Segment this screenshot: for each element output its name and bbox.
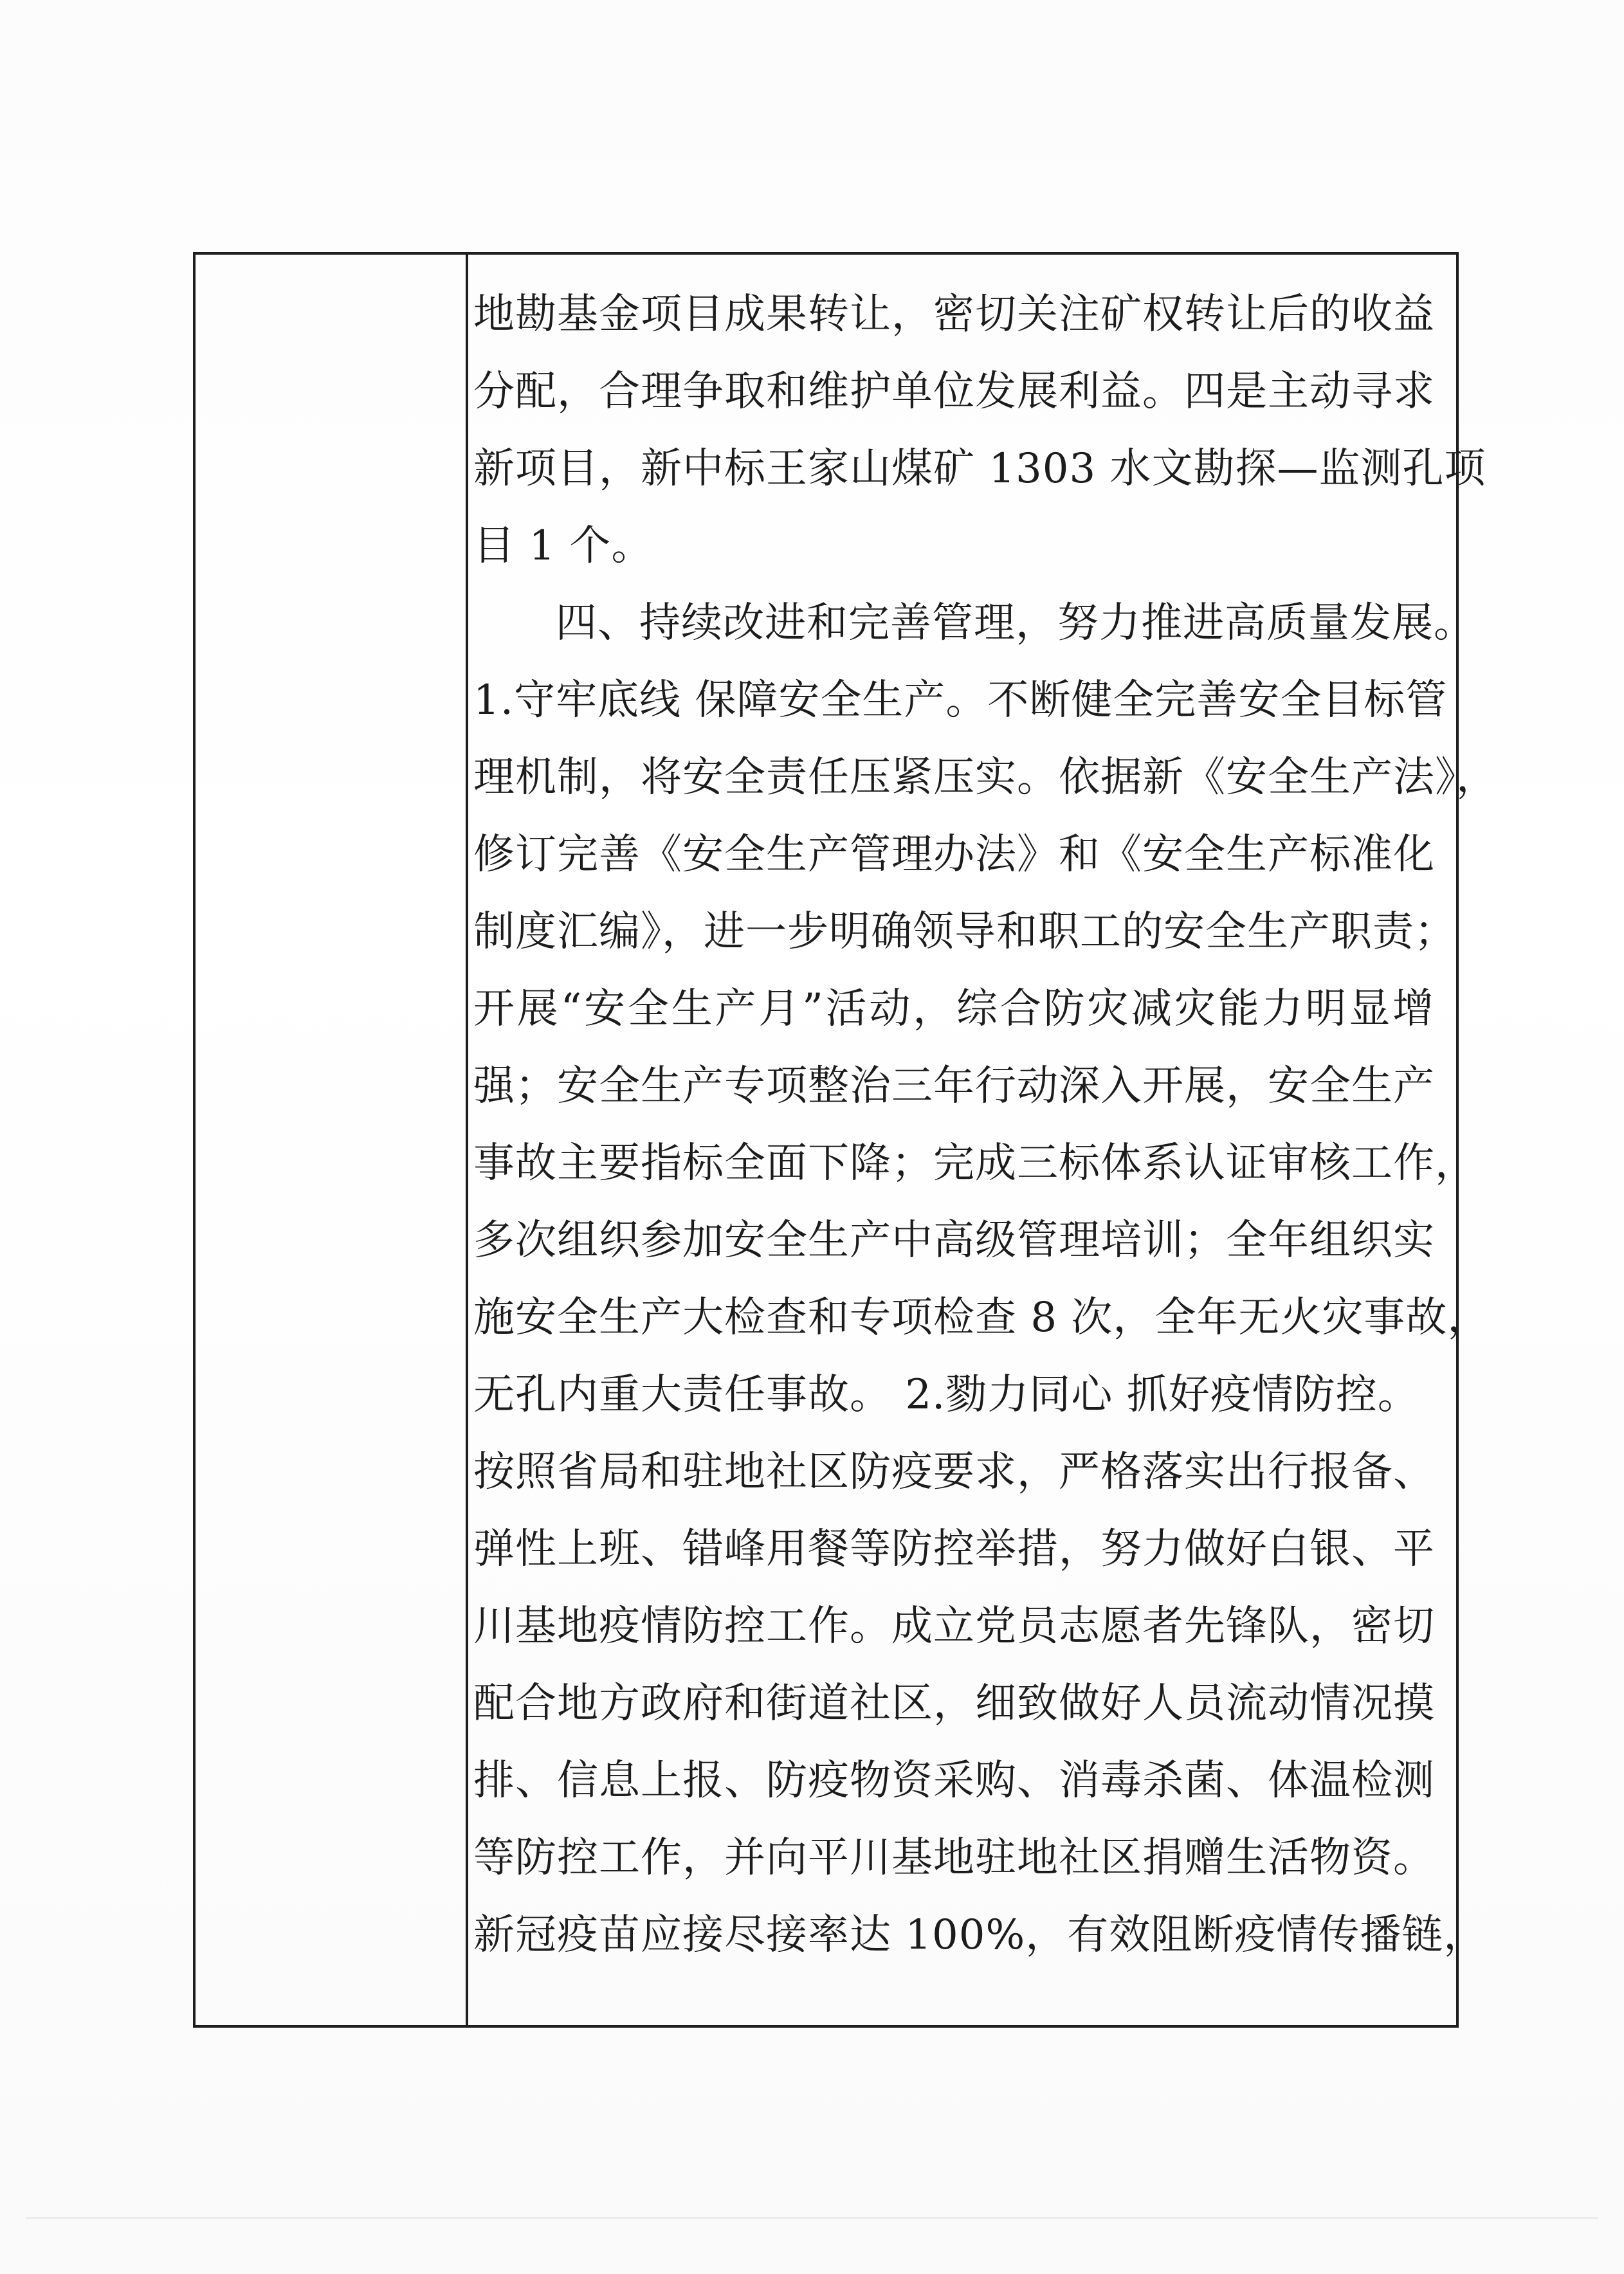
content-cell <box>473 255 1498 2025</box>
text-line: 开展“安全生产月”活动，综合防灾减灾能力明显增 <box>473 985 1434 1033</box>
section-heading: 四、持续改进和完善管理，努力推进高质量发展。 <box>556 599 1475 647</box>
text-line: 理机制，将安全责任压紧压实。依据新《安全生产法》， <box>473 754 1498 801</box>
text-line: 1.守牢底线 保障安全生产。不断健全完善安全目标管 <box>473 677 1448 724</box>
text-line: 强；安全生产专项整治三年行动深入开展，安全生产 <box>473 1062 1435 1110</box>
text-line: 分配，合理争取和维护单位发展利益。四是主动寻求 <box>473 368 1435 415</box>
text-line: 排、信息上报、防疫物资采购、消毒杀菌、体温检测 <box>473 1757 1435 1805</box>
label-column <box>196 255 468 2025</box>
form-table <box>193 252 1498 2028</box>
text-line: 等防控工作，并向平川基地驻地社区捐赠生活物资。 <box>473 1834 1435 1882</box>
text-line: 目 1 个。 <box>473 522 653 570</box>
text-line: 弹性上班、错峰用餐等防控举措，努力做好白银、平 <box>473 1525 1435 1573</box>
text-line: 新项目，新中标王家山煤矿 1303 水文勘探—监测孔项 <box>473 445 1486 493</box>
scan-edge-rule <box>26 2217 1598 2219</box>
text-line: 施安全生产大检查和专项检查 8 次，全年无火灾事故， <box>473 1294 1490 1342</box>
text-line: 修订完善《安全生产管理办法》和《安全生产标准化 <box>473 831 1435 878</box>
text-line: 地勘基金项目成果转让，密切关注矿权转让后的收益 <box>473 291 1435 338</box>
text-line: 制度汇编》，进一步明确领导和职工的安全生产职责； <box>473 908 1456 956</box>
text-line: 新冠疫苗应接尽接率达 100%，有效阻断疫情传播链， <box>473 1911 1486 1959</box>
text-line: 按照省局和驻地社区防疫要求，严格落实出行报备、 <box>473 1448 1435 1496</box>
text-line: 多次组织参加安全生产中高级管理培训；全年组织实 <box>473 1217 1435 1264</box>
text-line: 事故主要指标全面下降；完成三标体系认证审核工作， <box>473 1140 1477 1187</box>
text-line: 无孔内重大责任事故。 2.勠力同心 抓好疫情防控。 <box>473 1371 1419 1419</box>
text-line: 配合地方政府和街道社区，细致做好人员流动情况摸 <box>473 1680 1435 1727</box>
text-line: 川基地疫情防控工作。成立党员志愿者先锋队，密切 <box>473 1603 1435 1650</box>
